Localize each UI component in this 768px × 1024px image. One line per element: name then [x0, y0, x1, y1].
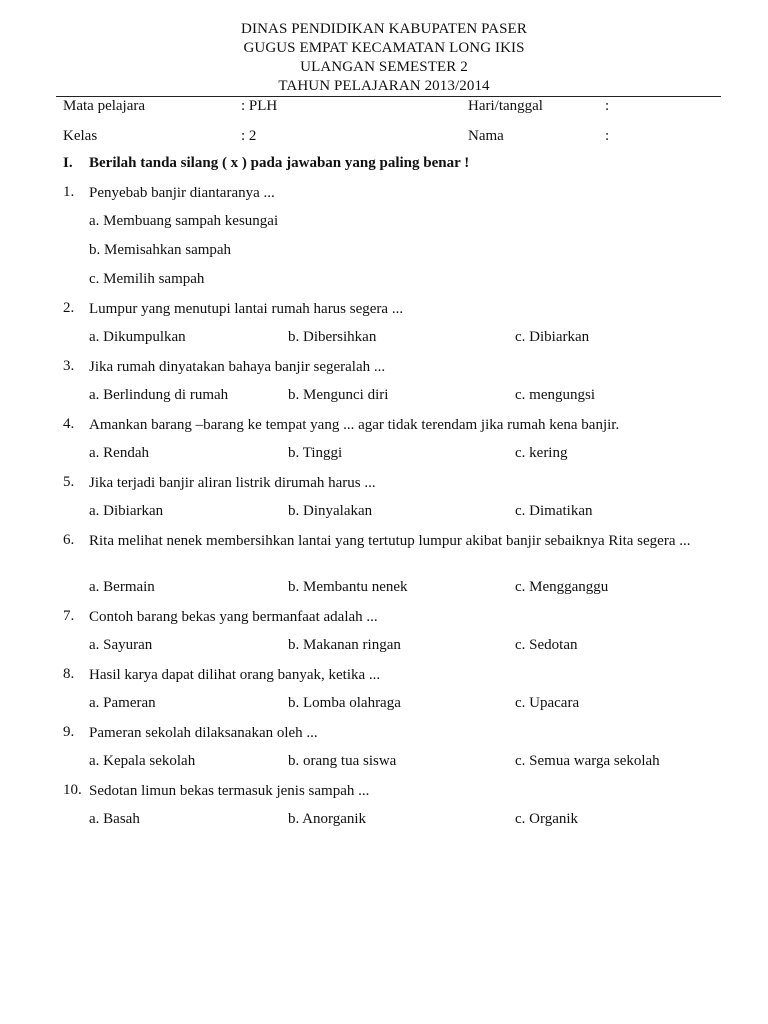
question-2-option-a[interactable]: a. Dikumpulkan — [89, 329, 186, 345]
document-header — [0, 20, 768, 96]
header-line-cluster: GUGUS EMPAT KECAMATAN LONG IKIS — [243, 40, 525, 56]
subject-label: Mata pelajara — [63, 98, 146, 114]
question-7-option-c[interactable]: c. Sedotan — [515, 637, 578, 653]
day-label: Hari/tanggal — [468, 98, 543, 114]
question-10-option-a[interactable]: a. Basah — [89, 811, 140, 827]
question-text: Jika rumah dinyatakan bahaya banjir segeralah ... — [89, 359, 386, 375]
question-2-option-b[interactable]: b. Dibersihkan — [288, 329, 377, 345]
question-3-option-b[interactable]: b. Mengunci diri — [288, 387, 389, 403]
question-7-option-a[interactable]: a. Sayuran — [89, 637, 153, 653]
question-7-option-b[interactable]: b. Makanan ringan — [288, 637, 401, 653]
question-text: Contoh barang bekas yang bermanfaat adalah ... — [89, 609, 378, 625]
question-text: Hasil karya dapat dilihat orang banyak, ketika ... — [89, 667, 381, 683]
header-line-year: TAHUN PELAJARAN 2013/2014 — [278, 78, 490, 94]
question-9-option-a[interactable]: a. Kepala sekolah — [89, 753, 196, 769]
question-10-option-c[interactable]: c. Organik — [515, 811, 579, 827]
question-5-option-a[interactable]: a. Dibiarkan — [89, 503, 164, 519]
question-text: Penyebab banjir diantaranya ... — [89, 185, 275, 201]
question-8-option-a[interactable]: a. Pameran — [89, 695, 156, 711]
question-number: 3. — [63, 358, 75, 374]
class-value: : 2 — [241, 128, 257, 144]
question-text: Amankan barang –barang ke tempat yang ... agar tidak terendam jika rumah kena banjir. — [89, 417, 620, 433]
question-number: 6. — [63, 532, 75, 548]
question-number: 4. — [63, 416, 75, 432]
question-6-option-b[interactable]: b. Membantu nenek — [288, 579, 408, 595]
question-number: 2. — [63, 300, 75, 316]
header-divider — [56, 96, 721, 97]
question-1-option-c[interactable]: c. Memilih sampah — [89, 271, 205, 287]
question-number: 8. — [63, 666, 75, 682]
question-number: 5. — [63, 474, 75, 490]
section-instruction-text: Berilah tanda silang ( x ) pada jawaban yang paling benar ! — [89, 155, 470, 171]
question-1-option-a[interactable]: a. Membuang sampah kesungai — [89, 213, 279, 229]
question-8-option-b[interactable]: b. Lomba olahraga — [288, 695, 401, 711]
question-2-option-c[interactable]: c. Dibiarkan — [515, 329, 590, 345]
section-number: I. — [63, 155, 73, 171]
question-4-option-a[interactable]: a. Rendah — [89, 445, 149, 461]
question-3-option-a[interactable]: a. Berlindung di rumah — [89, 387, 229, 403]
name-label: Nama — [468, 128, 504, 144]
question-6-option-c[interactable]: c. Mengganggu — [515, 579, 609, 595]
name-value: : — [605, 128, 610, 144]
question-3-option-c[interactable]: c. mengungsi — [515, 387, 595, 403]
header-line-agency: DINAS PENDIDIKAN KABUPATEN PASER — [241, 21, 527, 37]
question-8-option-c[interactable]: c. Upacara — [515, 695, 580, 711]
subject-value: : PLH — [241, 98, 278, 114]
question-9-option-c[interactable]: c. Semua warga sekolah — [515, 753, 660, 769]
question-5-option-c[interactable]: c. Dimatikan — [515, 503, 593, 519]
question-6-option-a[interactable]: a. Bermain — [89, 579, 155, 595]
question-10-option-b[interactable]: b. Anorganik — [288, 811, 367, 827]
question-text: Lumpur yang menutupi lantai rumah harus segera ... — [89, 301, 404, 317]
question-4-option-c[interactable]: c. kering — [515, 445, 568, 461]
question-text: Pameran sekolah dilaksanakan oleh ... — [89, 725, 318, 741]
question-number: 7. — [63, 608, 75, 624]
question-1-option-b[interactable]: b. Memisahkan sampah — [89, 242, 232, 258]
question-text: Rita melihat nenek membersihkan lantai yang tertutup lumpur akibat banjir sebaiknya Rita segera ... — [89, 533, 691, 549]
question-9-option-b[interactable]: b. orang tua siswa — [288, 753, 397, 769]
question-4-option-b[interactable]: b. Tinggi — [288, 445, 343, 461]
question-number: 9. — [63, 724, 75, 740]
question-text: Sedotan limun bekas termasuk jenis sampah ... — [89, 783, 370, 799]
question-5-option-b[interactable]: b. Dinyalakan — [288, 503, 373, 519]
question-number: 1. — [63, 184, 75, 200]
class-label: Kelas — [63, 128, 98, 144]
header-line-exam: ULANGAN SEMESTER 2 — [300, 59, 468, 75]
day-value: : — [605, 98, 610, 114]
question-number: 10. — [63, 782, 82, 798]
question-text: Jika terjadi banjir aliran listrik dirumah harus ... — [89, 475, 376, 491]
